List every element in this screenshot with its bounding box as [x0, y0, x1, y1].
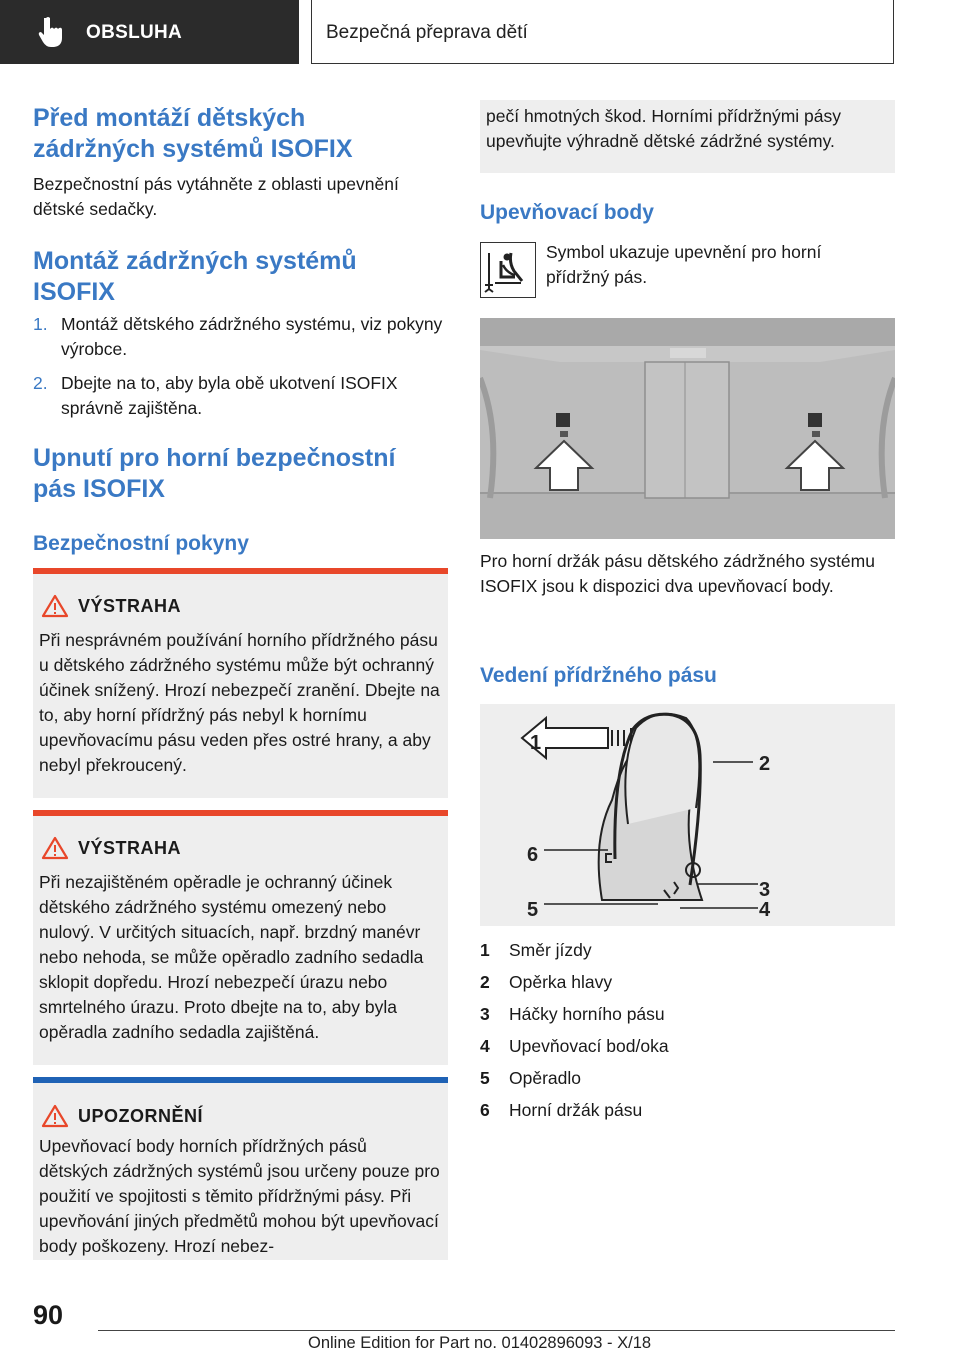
chapter-header — [311, 0, 894, 64]
warning-text: Při nesprávném používání horního přídržného pásu u dětského zádržného systému může být ochranný účinek snížený. Hrozí nebezpečí zranění. Dbejte na to, aby horní přídržný pás nebyl k hornímu upevňovacímu pásu veden přes ostré hrany, a aby nebyl překroucený. — [39, 630, 440, 775]
legend-number: 3 — [480, 1004, 490, 1024]
footer-edition: Online Edition for Part no. 01402896093 - X/18 — [308, 1334, 652, 1352]
step-number: 1. — [33, 314, 48, 334]
belt-routing-drawing — [480, 704, 895, 926]
callout-label: 2 — [759, 753, 771, 775]
heading-before-mounting: Před montáží dětských zádržných systémů ISOFIX — [33, 104, 353, 163]
callout-label: 5 — [527, 899, 539, 921]
symbol-description: Symbol ukazuje upevnění pro horní přídržný pás. — [546, 242, 822, 287]
legend-text: Směr jízdy — [509, 940, 592, 960]
heading-belt-routing: Vedení přídržného pásu — [480, 664, 717, 687]
legend-text: Horní držák pásu — [509, 1100, 643, 1120]
notice-continuation — [480, 100, 895, 173]
anchor-points-paragraph: Pro horní držák pásu dětského zádržného systému ISOFIX jsou k dispozici dva upevňovací body. — [480, 551, 875, 596]
warning-triangle-icon — [41, 836, 69, 860]
warning-triangle-icon — [41, 594, 69, 618]
belt-routing-diagram — [480, 704, 895, 926]
notice-continuation-text: pečí hmotných škod. Horními přídržnými pásy upevňujte výhradně dětské zádržné systémy. — [486, 106, 841, 151]
callout-label: 3 — [759, 879, 771, 901]
legend-number: 5 — [480, 1068, 490, 1088]
warning-triangle-icon — [41, 1104, 69, 1128]
chapter-title: Bezpečná přeprava dětí — [326, 22, 528, 43]
page-number: 90 — [33, 1300, 64, 1330]
anchor-points-photo — [480, 318, 895, 539]
warning-bar — [33, 810, 448, 816]
top-tether-symbol — [480, 242, 536, 298]
section-tab-label: OBSLUHA — [86, 22, 183, 43]
callout-label: 4 — [759, 899, 771, 921]
step-number: 2. — [33, 373, 48, 393]
heading-anchor-points: Upevňovací body — [480, 201, 654, 224]
hand-icon — [36, 16, 66, 48]
legend-number: 1 — [480, 940, 490, 960]
legend-number: 6 — [480, 1100, 490, 1120]
warning-box — [33, 568, 448, 798]
callout-label: 6 — [527, 844, 539, 866]
heading-safety-notes: Bezpečnostní pokyny — [33, 532, 249, 555]
section-tab[interactable] — [0, 0, 299, 64]
notice-box — [33, 1077, 448, 1260]
notice-text: Upevňovací body horních přídržných pásů dětských zádržných systémů jsou určeny pouze pro použití ve spojitosti s těmito přídržnými pásy. Při upevňování jiných předmětů mohou být upevňovací body poškozeny. Hrozí nebez- — [39, 1136, 440, 1256]
legend-text: Opěradlo — [509, 1068, 581, 1088]
step-item — [33, 312, 448, 362]
step-item — [33, 371, 448, 421]
legend-text: Opěrka hlavy — [509, 972, 613, 992]
warning-title: VÝSTRAHA — [78, 596, 182, 616]
legend-text: Háčky horního pásu — [509, 1004, 665, 1024]
notice-title: UPOZORNĚNÍ — [78, 1106, 204, 1126]
step-text: Montáž dětského zádržného systému, viz pokyny výrobce. — [61, 314, 443, 359]
paragraph-before-mounting: Bezpečnostní pás vytáhněte z oblasti upevnění dětské sedačky. — [33, 174, 399, 219]
notice-bar — [33, 1077, 448, 1083]
legend-number: 4 — [480, 1036, 490, 1056]
step-text: Dbejte na to, aby byla obě ukotvení ISOFIX správně zajištěna. — [61, 373, 398, 418]
warning-text: Při nezajištěném opěradle je ochranný účinek dětského zádržného systému omezený nebo nulový. V určitých situacích, např. brzdný manévr nebo nehoda, se může opěradlo zadního sedadla sklopit dopředu. Hrozí nebezpečí úrazu nebo smrtelného úrazu. Proto dbejte na to, aby byla opěradla zadního sedadla zajištěná. — [39, 872, 424, 1042]
heading-top-tether: Upnutí pro horní bezpečnostní pás ISOFIX — [33, 444, 396, 503]
legend-number: 2 — [480, 972, 490, 992]
footer-divider — [98, 1330, 895, 1331]
child-seat-anchor-icon — [481, 243, 534, 296]
warning-bar — [33, 568, 448, 574]
heading-mounting: Montáž zádržných systémů ISOFIX — [33, 247, 357, 306]
warning-box — [33, 810, 448, 1065]
warning-title: VÝSTRAHA — [78, 838, 182, 858]
callout-label: 1 — [530, 732, 542, 754]
legend-text: Upevňovací bod/oka — [509, 1036, 669, 1056]
